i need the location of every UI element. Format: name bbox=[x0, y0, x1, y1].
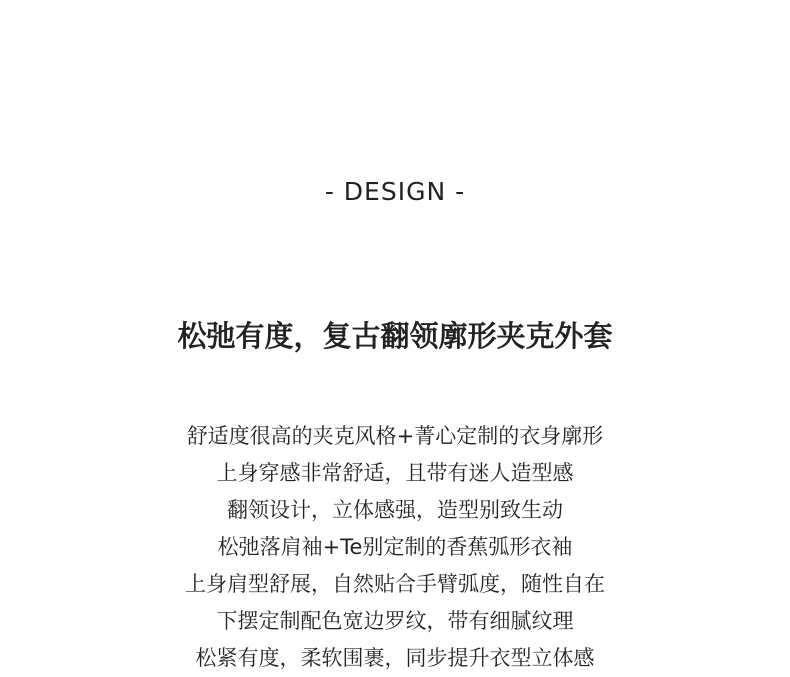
description-line: 下摆定制配色宽边罗纹，带有细腻纹理 bbox=[216, 609, 574, 633]
description-lines bbox=[0, 418, 790, 677]
description-line: 松弛落肩袖+Te别定制的香蕉弧形衣袖 bbox=[217, 535, 573, 559]
description-line: 上身肩型舒展，自然贴合手臂弧度，随性自在 bbox=[185, 572, 605, 596]
description-line: 舒适度很高的夹克风格+菁心定制的衣身廓形 bbox=[186, 424, 604, 448]
description-line: 松紧有度，柔软围裹，同步提升衣型立体感 bbox=[195, 646, 595, 670]
headline: 松弛有度，复古翻领廓形夹克外套 bbox=[177, 319, 613, 353]
section-label: - DESIGN - bbox=[324, 177, 466, 206]
description-line: 翻领设计，立体感强，造型别致生动 bbox=[227, 498, 563, 522]
description-line: 上身穿感非常舒适，且带有迷人造型感 bbox=[216, 461, 574, 485]
